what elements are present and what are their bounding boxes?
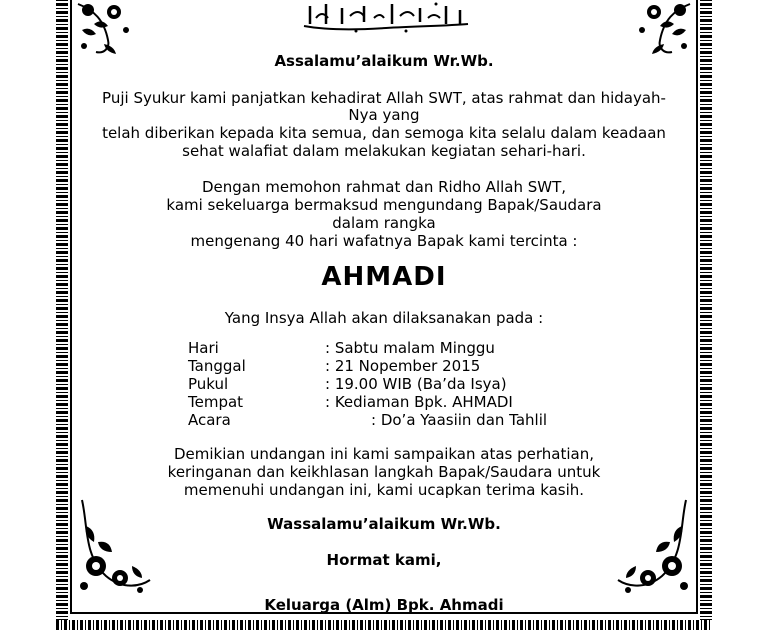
- schedule-value: : Sabtu malam Minggu: [325, 339, 495, 357]
- schedule-value: : Do’a Yaasiin dan Tahlil: [371, 411, 548, 429]
- intro-line-3: telah diberikan kepada kita semua, dan semoga kita selalu dalam keadaan: [102, 124, 666, 142]
- schedule-row-place: [188, 393, 513, 411]
- invitation-line-3: dalam rangka: [332, 214, 436, 232]
- bismillah-calligraphy-icon: [296, 0, 476, 34]
- closing-line-3: memenuhi undangan ini, kami ucapkan terima kasih.: [183, 481, 585, 499]
- schedule-row-date: [188, 357, 480, 375]
- signature: Keluarga (Alm) Bpk. Ahmadi: [264, 596, 504, 614]
- schedule-value: : Kediaman Bpk. AHMADI: [325, 393, 513, 411]
- floral-corner-bottom-left-icon: [76, 496, 154, 596]
- regards: Hormat kami,: [326, 551, 442, 569]
- schedule-value: : 21 Nopember 2015: [325, 357, 481, 375]
- schedule-label: Tanggal: [188, 357, 246, 375]
- schedule-row-day: [188, 339, 495, 357]
- schedule-label: Pukul: [188, 375, 229, 393]
- intro-line-4: sehat walafiat dalam melakukan kegiatan sehari-hari.: [182, 142, 586, 160]
- schedule-row-time: [188, 375, 507, 393]
- floral-corner-top-left-icon: [74, 0, 136, 60]
- schedule-intro: Yang Insya Allah akan dilaksanakan pada :: [224, 309, 544, 327]
- schedule-row-event: [188, 411, 547, 429]
- floral-corner-top-right-icon: [632, 0, 694, 60]
- deceased-name: AHMADI: [321, 262, 447, 292]
- invitation-line-4: mengenang 40 hari wafatnya Bapak kami tercinta :: [190, 232, 578, 250]
- schedule-label: Acara: [188, 411, 231, 429]
- intro-line-1: Puji Syukur kami panjatkan kehadirat Allah SWT, atas rahmat dan hidayah-: [102, 89, 666, 107]
- schedule-label: Tempat: [188, 393, 244, 411]
- farewell: Wassalamu’alaikum Wr.Wb.: [267, 515, 501, 533]
- invitation-line-1: Dengan memohon rahmat dan Ridho Allah SWT,: [201, 178, 567, 196]
- floral-corner-bottom-right-icon: [614, 496, 692, 596]
- bottom-border: [56, 620, 712, 630]
- greeting: Assalamu’alaikum Wr.Wb.: [274, 52, 494, 70]
- schedule-value: : 19.00 WIB (Ba’da Isya): [325, 375, 507, 393]
- invitation-line-2: kami sekeluarga bermaksud mengundang Bapak/Saudara: [166, 196, 602, 214]
- closing-line-1: Demikian undangan ini kami sampaikan atas perhatian,: [174, 445, 594, 463]
- intro-line-2: Nya yang: [348, 106, 420, 124]
- closing-line-2: keringanan dan keikhlasan langkah Bapak/Saudara untuk: [167, 463, 601, 481]
- schedule-label: Hari: [188, 339, 219, 357]
